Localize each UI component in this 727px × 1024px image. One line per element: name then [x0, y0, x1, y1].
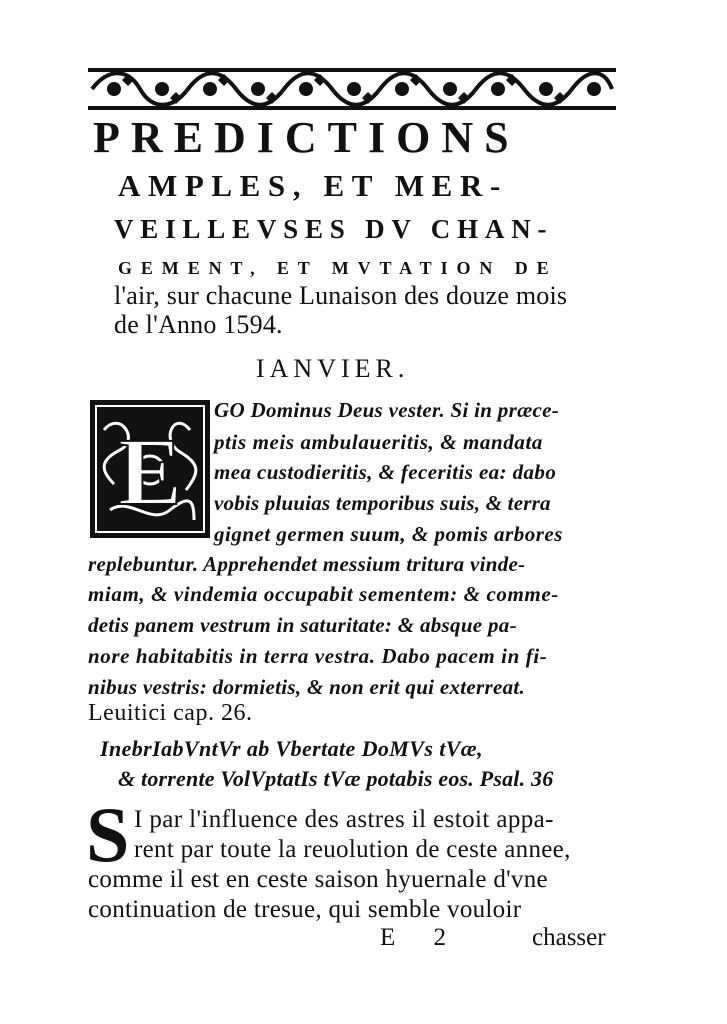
latin-quote-line: nibus vestris: dormietis, & non erit qui exterreat. — [88, 675, 526, 699]
latin-quote-line: miam, & vindemia occupabit sementem: & comme- — [88, 582, 559, 606]
initial-letter-s: S — [86, 791, 130, 878]
scripture-reference: Leuitici cap. 26. — [88, 700, 253, 726]
chronogram-verse-line-1: InebrIabVntVr ab Vbertate DoMVs tVæ, — [100, 736, 483, 761]
title-line-3: GEMENT, ET MVTATION DE — [118, 258, 558, 278]
decorative-headpiece — [88, 66, 616, 112]
latin-quote-line: gignet germen suum, & pomis arbores — [214, 522, 563, 546]
latin-quote-line: detis panem vestrum in saturitate: & absque pa- — [88, 613, 517, 637]
title-main: PREDICTIONS — [93, 113, 520, 162]
body-text-line: I par l'influence des astres il estoit appa- — [134, 806, 554, 833]
body-text-line: comme il est en ceste saison hyuernale d'vne — [88, 866, 548, 893]
chronogram-verse-line-2: & torrente VolVptatIs tVæ potabis eos. Psal. 36 — [118, 766, 554, 791]
catchword: chasser — [532, 924, 606, 951]
ornamental-initial-e — [90, 400, 210, 538]
title-line-2: VEILLEVSES DV CHAN- — [114, 214, 554, 244]
latin-quote-line: vobis pluuias temporibus suis, & terra — [214, 491, 551, 515]
month-heading: IANVIER. — [256, 354, 410, 383]
title-line-5: de l'Anno 1594. — [114, 310, 283, 339]
body-text-line: continuation de tresue, qui semble vouloir — [88, 896, 522, 923]
latin-quote-line: replebuntur. Apprehendet messium tritura vinde- — [88, 552, 526, 576]
latin-quote-line: GO Dominus Deus vester. Si in præce- — [214, 398, 560, 422]
latin-quote-line: ptis meis ambulaueritis, & mandata — [214, 430, 544, 454]
title-line-1: AMPLES, ET MER- — [118, 168, 508, 203]
body-text-line: rent par toute la reuolution de ceste annee, — [134, 836, 571, 863]
latin-quote-line: nore habitabitis in terra vestra. Dabo pacem in fi- — [88, 644, 548, 668]
latin-quote-line: mea custodieritis, & feceritis ea: dabo — [214, 460, 557, 484]
signature-mark: E 2 — [380, 924, 463, 951]
svg-text:E: E — [117, 418, 183, 525]
title-line-4: l'air, sur chacune Lunaison des douze mois — [114, 281, 568, 310]
